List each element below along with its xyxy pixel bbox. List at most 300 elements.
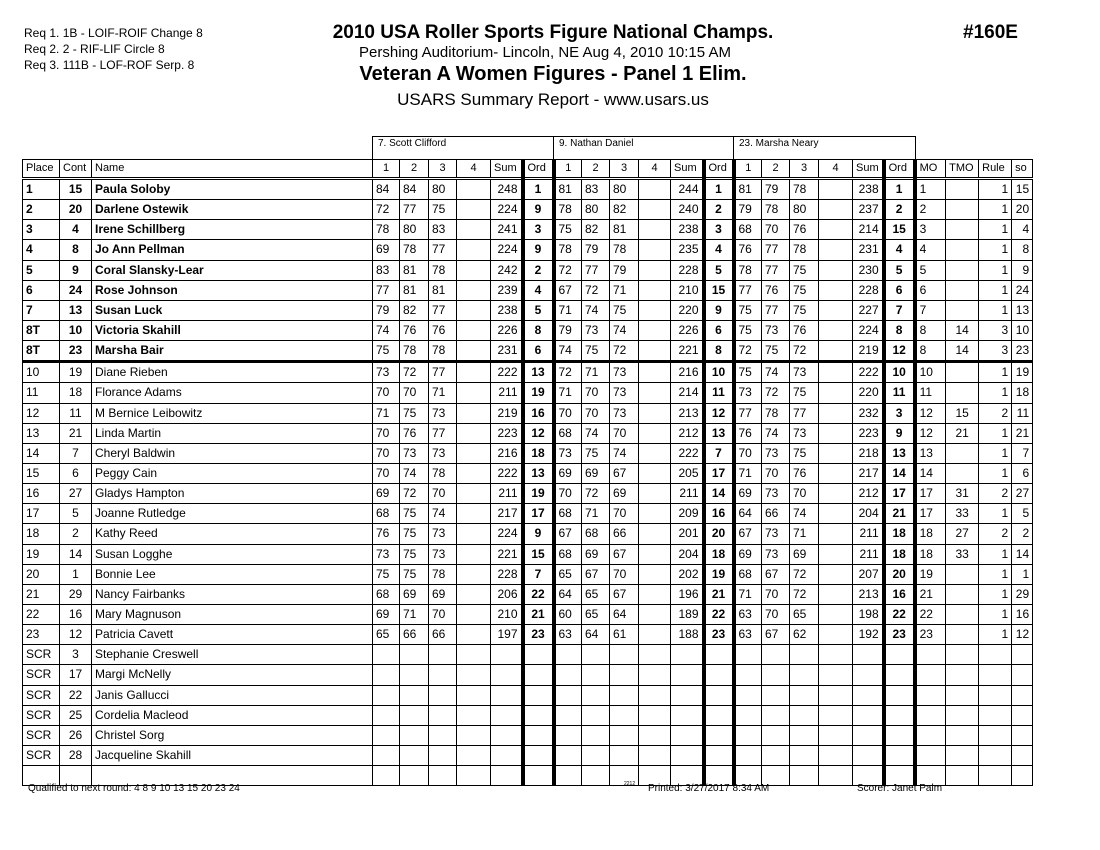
j3-ordinal-cell <box>884 745 915 765</box>
j3-score3-cell: 76 <box>790 463 819 483</box>
j3-score1-cell: 72 <box>734 341 762 362</box>
table-row <box>23 240 1033 260</box>
j3-score4-cell <box>819 220 853 240</box>
j2-score4-cell <box>639 745 671 765</box>
skater-name-cell: Gladys Hampton <box>92 484 373 504</box>
j3-score2-cell <box>762 665 790 685</box>
j1-score3-cell: 77 <box>429 300 457 320</box>
j2-sum-cell: 205 <box>671 463 704 483</box>
j1-score2-cell: 75 <box>400 504 429 524</box>
j2-ordinal-cell: 7 <box>704 443 734 463</box>
col-j3-2: 2 <box>762 160 790 179</box>
so-cell: 11 <box>1012 403 1033 423</box>
so-cell: 15 <box>1012 179 1033 200</box>
j1-score1-cell <box>373 665 400 685</box>
j1-score2-cell: 76 <box>400 320 429 340</box>
so-cell <box>1012 766 1033 786</box>
tmo-cell <box>946 463 979 483</box>
j3-ordinal-cell <box>884 685 915 705</box>
j1-ordinal-cell <box>523 766 554 786</box>
j1-score4-cell <box>457 240 491 260</box>
j1-score2-cell: 81 <box>400 260 429 280</box>
j1-ordinal-cell <box>523 705 554 725</box>
col-j1-1: 1 <box>373 160 400 179</box>
col-j2-2: 2 <box>582 160 610 179</box>
j1-score3-cell: 80 <box>429 179 457 200</box>
j1-score1-cell <box>373 766 400 786</box>
j2-score4-cell <box>639 300 671 320</box>
j2-score3-cell <box>610 645 639 665</box>
j2-ordinal-cell: 15 <box>704 280 734 300</box>
j1-score2-cell: 78 <box>400 341 429 362</box>
j1-score3-cell: 73 <box>429 403 457 423</box>
j2-score1-cell <box>554 725 582 745</box>
j3-score4-cell <box>819 240 853 260</box>
j2-score2-cell: 65 <box>582 584 610 604</box>
mo-cell: 23 <box>915 625 946 645</box>
j1-score4-cell <box>457 383 491 403</box>
j1-ordinal-cell: 22 <box>523 584 554 604</box>
place-cell: 4 <box>23 240 60 260</box>
mo-cell <box>915 725 946 745</box>
j3-score4-cell <box>819 564 853 584</box>
tmo-cell <box>946 625 979 645</box>
col-cont: Cont <box>60 160 92 179</box>
j2-score3-cell: 73 <box>610 403 639 423</box>
so-cell: 7 <box>1012 443 1033 463</box>
event-number: #160E <box>963 22 1018 43</box>
rule-cell <box>979 645 1012 665</box>
table-row <box>23 341 1033 362</box>
contestant-number-cell: 1 <box>60 564 92 584</box>
so-cell <box>1012 645 1033 665</box>
j2-score1-cell: 78 <box>554 200 582 220</box>
j2-score4-cell <box>639 504 671 524</box>
skater-name-cell: Marsha Bair <box>92 341 373 362</box>
j2-score3-cell: 75 <box>610 300 639 320</box>
j1-sum-cell: 219 <box>491 403 523 423</box>
col-name: Name <box>92 160 373 179</box>
j1-sum-cell: 221 <box>491 544 523 564</box>
contestant-number-cell: 13 <box>60 300 92 320</box>
j3-score4-cell <box>819 705 853 725</box>
results-table <box>22 159 1033 786</box>
table-row <box>23 584 1033 604</box>
j3-score1-cell <box>734 665 762 685</box>
j1-score4-cell <box>457 564 491 584</box>
j1-score2-cell: 76 <box>400 423 429 443</box>
j2-score2-cell: 71 <box>582 362 610 383</box>
j1-ordinal-cell: 17 <box>523 504 554 524</box>
j3-score2-cell: 76 <box>762 280 790 300</box>
j1-score3-cell: 70 <box>429 484 457 504</box>
j1-score3-cell: 83 <box>429 220 457 240</box>
j2-sum-cell: 214 <box>671 383 704 403</box>
j2-sum-cell: 244 <box>671 179 704 200</box>
j2-score1-cell: 71 <box>554 383 582 403</box>
j3-score3-cell <box>790 645 819 665</box>
so-cell: 4 <box>1012 220 1033 240</box>
j2-ordinal-cell: 14 <box>704 484 734 504</box>
mo-cell: 17 <box>915 484 946 504</box>
j1-score4-cell <box>457 625 491 645</box>
j1-score1-cell: 69 <box>373 484 400 504</box>
skater-name-cell: Stephanie Creswell <box>92 645 373 665</box>
j3-score3-cell: 70 <box>790 484 819 504</box>
j2-sum-cell <box>671 685 704 705</box>
j3-score4-cell <box>819 300 853 320</box>
mo-cell: 1 <box>915 179 946 200</box>
j3-sum-cell: 192 <box>853 625 884 645</box>
j2-score1-cell: 79 <box>554 320 582 340</box>
j1-sum-cell <box>491 745 523 765</box>
j1-score1-cell <box>373 645 400 665</box>
j2-score1-cell: 63 <box>554 625 582 645</box>
j3-score1-cell: 68 <box>734 564 762 584</box>
scorer-name: Scorer: Janet Palm <box>857 783 943 794</box>
table-row <box>23 220 1033 240</box>
j1-ordinal-cell: 15 <box>523 544 554 564</box>
j2-score4-cell <box>639 280 671 300</box>
j3-ordinal-cell: 17 <box>884 484 915 504</box>
table-row <box>23 685 1033 705</box>
j1-score3-cell <box>429 725 457 745</box>
contestant-number-cell: 10 <box>60 320 92 340</box>
contestant-number-cell: 6 <box>60 463 92 483</box>
j1-score1-cell: 84 <box>373 179 400 200</box>
skater-name-cell: Diane Rieben <box>92 362 373 383</box>
place-cell: 8T <box>23 341 60 362</box>
j3-sum-cell: 237 <box>853 200 884 220</box>
j2-score4-cell <box>639 240 671 260</box>
tmo-cell: 14 <box>946 341 979 362</box>
tmo-cell: 31 <box>946 484 979 504</box>
tmo-cell <box>946 645 979 665</box>
j2-score4-cell <box>639 320 671 340</box>
j3-sum-cell: 232 <box>853 403 884 423</box>
j1-sum-cell: 211 <box>491 383 523 403</box>
mo-cell: 8 <box>915 341 946 362</box>
j2-score3-cell: 81 <box>610 220 639 240</box>
j1-score2-cell: 66 <box>400 625 429 645</box>
so-cell <box>1012 685 1033 705</box>
j2-ordinal-cell <box>704 665 734 685</box>
j3-score3-cell: 65 <box>790 604 819 624</box>
j1-score2-cell: 73 <box>400 443 429 463</box>
skater-name-cell: Jacqueline Skahill <box>92 745 373 765</box>
mo-cell: 13 <box>915 443 946 463</box>
tmo-cell <box>946 685 979 705</box>
j1-sum-cell <box>491 705 523 725</box>
so-cell: 6 <box>1012 463 1033 483</box>
so-cell: 5 <box>1012 504 1033 524</box>
j1-ordinal-cell: 23 <box>523 625 554 645</box>
j3-score4-cell <box>819 362 853 383</box>
j3-score2-cell <box>762 725 790 745</box>
j2-ordinal-cell: 16 <box>704 504 734 524</box>
mo-cell: 21 <box>915 584 946 604</box>
j3-score2-cell: 67 <box>762 564 790 584</box>
j3-score4-cell <box>819 544 853 564</box>
j3-ordinal-cell: 1 <box>884 179 915 200</box>
j2-ordinal-cell: 20 <box>704 524 734 544</box>
col-rule: Rule <box>979 160 1012 179</box>
j2-score4-cell <box>639 443 671 463</box>
j2-sum-cell <box>671 745 704 765</box>
j3-score3-cell: 78 <box>790 240 819 260</box>
j1-ordinal-cell: 5 <box>523 300 554 320</box>
place-cell: 15 <box>23 463 60 483</box>
so-cell: 13 <box>1012 300 1033 320</box>
so-cell <box>1012 705 1033 725</box>
skater-name-cell: Janis Gallucci <box>92 685 373 705</box>
j3-ordinal-cell: 7 <box>884 300 915 320</box>
j1-score1-cell: 73 <box>373 544 400 564</box>
j1-score4-cell <box>457 200 491 220</box>
j3-score1-cell: 67 <box>734 524 762 544</box>
j3-score3-cell: 71 <box>790 524 819 544</box>
j1-score1-cell: 65 <box>373 625 400 645</box>
j2-sum-cell: 238 <box>671 220 704 240</box>
skater-name-cell: Rose Johnson <box>92 280 373 300</box>
table-row <box>23 320 1033 340</box>
so-cell <box>1012 725 1033 745</box>
j2-sum-cell: 216 <box>671 362 704 383</box>
col-so: so <box>1012 160 1033 179</box>
mo-cell: 11 <box>915 383 946 403</box>
j2-score3-cell: 71 <box>610 280 639 300</box>
j2-score2-cell <box>582 645 610 665</box>
rule-cell: 1 <box>979 463 1012 483</box>
judge-2-header: 9. Nathan Daniel <box>553 136 734 160</box>
j2-score2-cell: 72 <box>582 280 610 300</box>
j2-sum-cell: 221 <box>671 341 704 362</box>
j3-score2-cell: 72 <box>762 383 790 403</box>
j2-score2-cell: 65 <box>582 604 610 624</box>
results-body <box>23 179 1033 786</box>
j2-score2-cell: 73 <box>582 320 610 340</box>
mo-cell <box>915 665 946 685</box>
j1-score2-cell: 72 <box>400 362 429 383</box>
j1-score4-cell <box>457 179 491 200</box>
skater-name-cell: Bonnie Lee <box>92 564 373 584</box>
place-cell: 2 <box>23 200 60 220</box>
table-row <box>23 665 1033 685</box>
j1-score3-cell: 75 <box>429 200 457 220</box>
table-row <box>23 300 1033 320</box>
mo-cell: 7 <box>915 300 946 320</box>
requirement-3: Req 3. 111B - LOF-ROF Serp. 8 <box>24 58 195 72</box>
j3-score2-cell: 74 <box>762 362 790 383</box>
j2-ordinal-cell: 3 <box>704 220 734 240</box>
j1-score1-cell: 79 <box>373 300 400 320</box>
j3-score3-cell: 69 <box>790 544 819 564</box>
j3-score4-cell <box>819 260 853 280</box>
j3-score4-cell <box>819 645 853 665</box>
j3-score3-cell: 73 <box>790 362 819 383</box>
column-header-row <box>23 160 1033 179</box>
j1-score3-cell <box>429 766 457 786</box>
rule-cell: 1 <box>979 443 1012 463</box>
j2-score2-cell: 79 <box>582 240 610 260</box>
j3-sum-cell: 223 <box>853 423 884 443</box>
j1-sum-cell: 238 <box>491 300 523 320</box>
j1-score1-cell: 76 <box>373 524 400 544</box>
j1-score4-cell <box>457 645 491 665</box>
j2-score1-cell: 68 <box>554 504 582 524</box>
place-cell: SCR <box>23 705 60 725</box>
j2-score4-cell <box>639 383 671 403</box>
j3-score3-cell: 74 <box>790 504 819 524</box>
j3-score4-cell <box>819 584 853 604</box>
j3-score2-cell <box>762 645 790 665</box>
j3-ordinal-cell: 16 <box>884 584 915 604</box>
j3-score2-cell: 70 <box>762 220 790 240</box>
skater-name-cell: Susan Logghe <box>92 544 373 564</box>
j1-score3-cell: 73 <box>429 524 457 544</box>
j3-ordinal-cell <box>884 665 915 685</box>
j1-score2-cell: 75 <box>400 403 429 423</box>
rule-cell: 2 <box>979 524 1012 544</box>
table-row <box>23 362 1033 383</box>
j1-ordinal-cell: 13 <box>523 463 554 483</box>
j1-sum-cell: 226 <box>491 320 523 340</box>
j2-score2-cell: 75 <box>582 341 610 362</box>
j1-sum-cell: 197 <box>491 625 523 645</box>
report-title: 2010 USA Roller Sports Figure National Champs. <box>332 22 774 43</box>
j1-score3-cell: 77 <box>429 362 457 383</box>
j1-sum-cell: 224 <box>491 524 523 544</box>
rule-cell: 3 <box>979 341 1012 362</box>
j1-ordinal-cell <box>523 665 554 685</box>
j2-sum-cell: 201 <box>671 524 704 544</box>
j2-score4-cell <box>639 625 671 645</box>
skater-name-cell: Jo Ann Pellman <box>92 240 373 260</box>
j2-ordinal-cell: 17 <box>704 463 734 483</box>
j1-sum-cell: 206 <box>491 584 523 604</box>
j3-score2-cell <box>762 685 790 705</box>
j2-sum-cell: 212 <box>671 423 704 443</box>
skater-name-cell: Florance Adams <box>92 383 373 403</box>
j2-ordinal-cell: 18 <box>704 544 734 564</box>
j1-score1-cell: 75 <box>373 341 400 362</box>
j3-score3-cell <box>790 766 819 786</box>
place-cell: 20 <box>23 564 60 584</box>
j1-score3-cell: 73 <box>429 544 457 564</box>
j1-score1-cell: 68 <box>373 504 400 524</box>
j2-score3-cell: 70 <box>610 504 639 524</box>
j3-score4-cell <box>819 423 853 443</box>
j3-score1-cell: 75 <box>734 300 762 320</box>
so-cell: 18 <box>1012 383 1033 403</box>
j1-sum-cell: 228 <box>491 564 523 584</box>
j2-ordinal-cell: 1 <box>704 179 734 200</box>
j2-score4-cell <box>639 665 671 685</box>
j2-sum-cell: 240 <box>671 200 704 220</box>
table-row <box>23 705 1033 725</box>
col-j2-1: 1 <box>554 160 582 179</box>
j2-ordinal-cell: 12 <box>704 403 734 423</box>
j1-score4-cell <box>457 524 491 544</box>
table-row <box>23 463 1033 483</box>
j1-score1-cell: 71 <box>373 403 400 423</box>
j3-ordinal-cell: 20 <box>884 564 915 584</box>
j2-score1-cell: 70 <box>554 403 582 423</box>
place-cell: SCR <box>23 665 60 685</box>
j1-ordinal-cell: 3 <box>523 220 554 240</box>
col-j3-sum: Sum <box>853 160 884 179</box>
j3-score3-cell: 75 <box>790 383 819 403</box>
j2-score3-cell <box>610 725 639 745</box>
j2-score1-cell: 78 <box>554 240 582 260</box>
j3-sum-cell: 219 <box>853 341 884 362</box>
col-j2-ord: Ord <box>704 160 734 179</box>
j3-score3-cell <box>790 745 819 765</box>
j1-score4-cell <box>457 685 491 705</box>
event-title: Veteran A Women Figures - Panel 1 Elim. <box>359 63 747 85</box>
j3-score1-cell: 64 <box>734 504 762 524</box>
j2-score3-cell <box>610 705 639 725</box>
j1-score1-cell: 72 <box>373 200 400 220</box>
mo-cell: 14 <box>915 463 946 483</box>
j1-score2-cell <box>400 645 429 665</box>
j2-score3-cell: 78 <box>610 240 639 260</box>
skater-name-cell: M Bernice Leibowitz <box>92 403 373 423</box>
j1-score2-cell: 80 <box>400 220 429 240</box>
j2-ordinal-cell: 21 <box>704 584 734 604</box>
col-j2-3: 3 <box>610 160 639 179</box>
j1-ordinal-cell: 2 <box>523 260 554 280</box>
place-cell: SCR <box>23 685 60 705</box>
j2-score1-cell: 68 <box>554 423 582 443</box>
j3-score3-cell: 73 <box>790 423 819 443</box>
j1-score3-cell: 74 <box>429 504 457 524</box>
j1-ordinal-cell <box>523 745 554 765</box>
skater-name-cell: Mary Magnuson <box>92 604 373 624</box>
j2-ordinal-cell: 6 <box>704 320 734 340</box>
j3-ordinal-cell: 2 <box>884 200 915 220</box>
j3-score2-cell: 70 <box>762 604 790 624</box>
j2-score1-cell: 67 <box>554 280 582 300</box>
j3-sum-cell: 224 <box>853 320 884 340</box>
j1-ordinal-cell: 9 <box>523 524 554 544</box>
j2-ordinal-cell: 10 <box>704 362 734 383</box>
j3-score3-cell: 72 <box>790 341 819 362</box>
j2-score4-cell <box>639 564 671 584</box>
j3-score2-cell: 73 <box>762 544 790 564</box>
j1-score3-cell <box>429 665 457 685</box>
j3-score3-cell: 80 <box>790 200 819 220</box>
j3-score4-cell <box>819 320 853 340</box>
j3-score4-cell <box>819 280 853 300</box>
j1-score4-cell <box>457 504 491 524</box>
j2-score4-cell <box>639 220 671 240</box>
venue-line: Pershing Auditorium- Lincoln, NE Aug 4, 2010 10:15 AM <box>359 44 731 61</box>
j3-score4-cell <box>819 341 853 362</box>
j3-ordinal-cell: 18 <box>884 544 915 564</box>
table-row <box>23 645 1033 665</box>
tmo-cell: 33 <box>946 544 979 564</box>
j1-ordinal-cell: 16 <box>523 403 554 423</box>
j2-score2-cell <box>582 745 610 765</box>
place-cell: SCR <box>23 745 60 765</box>
j2-score4-cell <box>639 524 671 544</box>
j3-ordinal-cell: 11 <box>884 383 915 403</box>
printed-timestamp: Printed: 3/27/2017 8:34 AM <box>648 783 770 794</box>
j2-score4-cell <box>639 604 671 624</box>
j3-score1-cell: 71 <box>734 463 762 483</box>
j2-score3-cell: 74 <box>610 443 639 463</box>
